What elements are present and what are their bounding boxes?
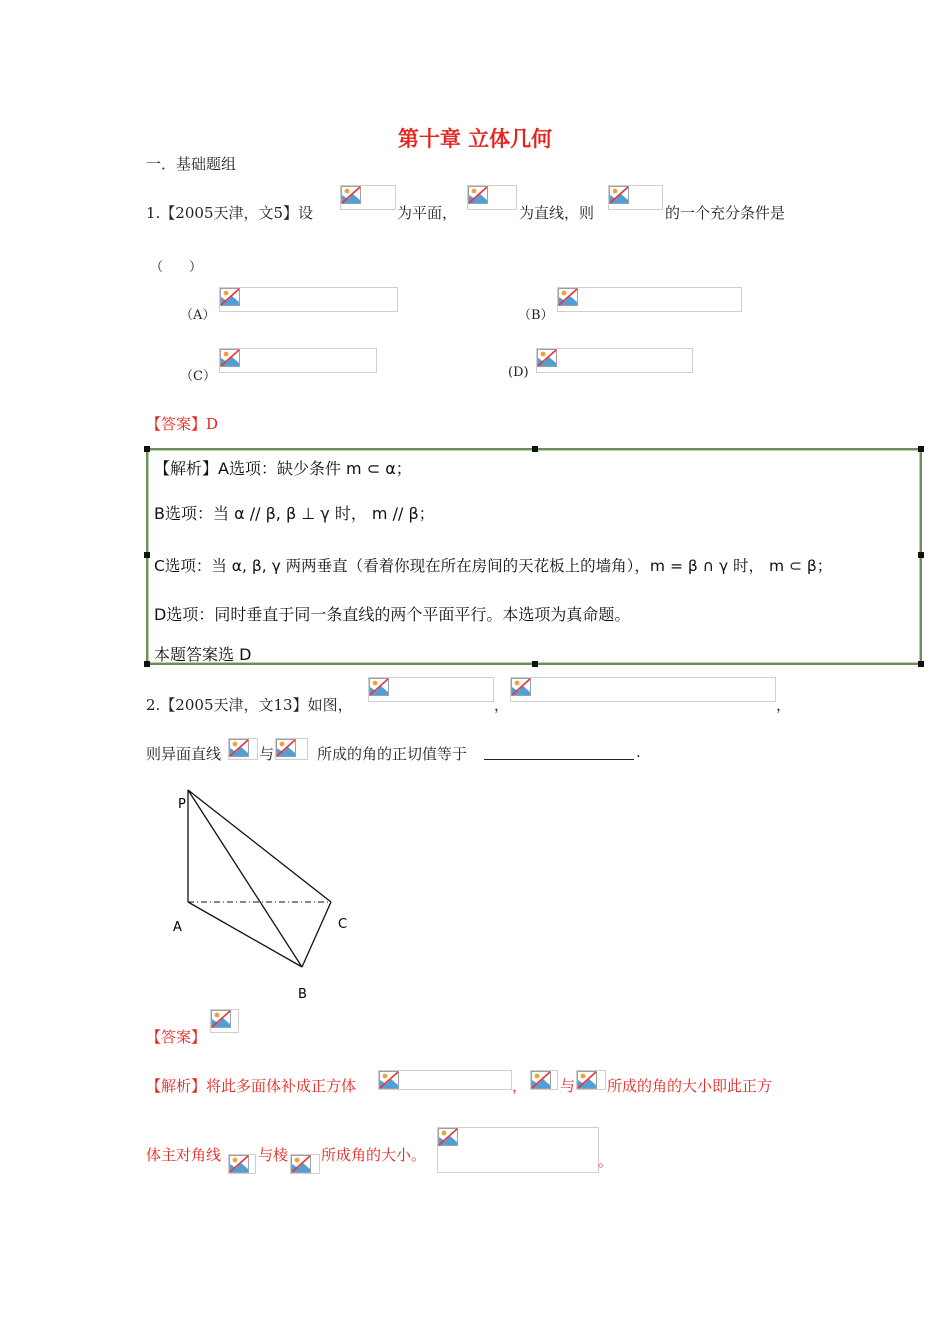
q1-stem-part2: 为平面， <box>397 204 458 222</box>
option-d-formula <box>536 348 693 373</box>
q2-analysis-comma: ， <box>512 1077 528 1095</box>
q2-comma: ， <box>776 696 792 714</box>
q2-comma: ， <box>494 696 510 714</box>
broken-image-icon <box>229 739 249 757</box>
option-c-label: （C） <box>180 369 216 384</box>
q2-analysis-part5: 所成角的大小。 <box>321 1146 427 1164</box>
formula-image <box>530 1070 558 1090</box>
resize-handle[interactable] <box>532 446 538 452</box>
option-a-label: （A） <box>180 308 216 323</box>
formula-image <box>510 677 776 702</box>
answer-blank <box>484 759 634 760</box>
q2-analysis-part3: 体主对角线 <box>146 1146 222 1164</box>
resize-handle[interactable] <box>918 552 924 558</box>
q1-answer: 【答案】D <box>146 415 219 433</box>
option-a-formula <box>219 287 398 312</box>
formula-image <box>437 1127 599 1173</box>
broken-image-icon <box>229 1155 249 1173</box>
broken-image-icon <box>531 1071 551 1089</box>
q2-stem-part2: 则异面直线 <box>146 745 222 763</box>
broken-image-icon <box>609 186 629 204</box>
analysis-line-5: 本题答案选 D <box>154 645 252 664</box>
broken-image-icon <box>537 349 557 367</box>
analysis-line-2: B选项：当 α // β, β ⊥ γ 时， m // β； <box>154 504 435 523</box>
analysis-box <box>146 448 922 665</box>
broken-image-icon <box>438 1128 458 1146</box>
formula-image <box>275 738 308 760</box>
resize-handle[interactable] <box>532 661 538 667</box>
q2-analysis-end: 。 <box>598 1152 614 1170</box>
q1-stem-part1: 1.【2005天津，文5】设 <box>146 204 314 222</box>
q2-analysis-part4: 与棱 <box>258 1146 289 1164</box>
vertex-label-a: A <box>173 920 182 935</box>
q2-answer: 【答案】 <box>146 1028 207 1046</box>
resize-handle[interactable] <box>144 661 150 667</box>
formula-image <box>228 1154 256 1174</box>
q2-analysis-part1: 【解析】将此多面体补成正方体 <box>146 1077 357 1095</box>
edge-pc <box>188 790 331 902</box>
formula-image <box>608 185 663 210</box>
analysis-line-1: 【解析】A选项：缺少条件 m ⊂ α； <box>154 459 412 478</box>
broken-image-icon <box>577 1071 597 1089</box>
resize-handle[interactable] <box>918 661 924 667</box>
q1-answer-paren: （ ） <box>150 260 203 275</box>
q2-stem-part3: 与 <box>259 745 275 763</box>
page-title: 第十章 立体几何 <box>397 127 553 151</box>
option-c-formula <box>219 348 377 373</box>
edge-ab <box>188 902 302 967</box>
edge-bc <box>302 902 331 967</box>
vertex-label-p: P <box>178 797 186 812</box>
broken-image-icon <box>369 678 389 696</box>
broken-image-icon <box>468 186 488 204</box>
analysis-line-3: C选项：当 α, β, γ 两两垂直（看着你现在所在房间的天花板上的墙角），m = β ∩ γ 时， m ⊂ β； <box>154 557 833 575</box>
tetrahedron-figure <box>160 780 380 1010</box>
formula-image <box>576 1070 606 1090</box>
section-heading: 一．基础题组 <box>146 155 237 173</box>
broken-image-icon <box>220 288 240 306</box>
option-b-formula <box>557 287 742 312</box>
vertex-label-b: B <box>298 987 307 1002</box>
broken-image-icon <box>558 288 578 306</box>
resize-handle[interactable] <box>144 446 150 452</box>
edge-pb <box>188 790 302 967</box>
q2-stem-part1: 2.【2005天津，文13】如图， <box>146 696 353 714</box>
analysis-line-4: D选项：同时垂直于同一条直线的两个平面平行。本选项为真命题。 <box>154 605 631 624</box>
broken-image-icon <box>211 1010 231 1028</box>
q1-stem-part4: 的一个充分条件是 <box>665 204 786 222</box>
option-b-label: （B） <box>518 308 554 323</box>
broken-image-icon <box>291 1155 311 1173</box>
formula-image <box>228 738 258 760</box>
broken-image-icon <box>276 739 296 757</box>
broken-image-icon <box>379 1071 399 1089</box>
formula-image <box>467 185 517 210</box>
answer-formula <box>210 1009 239 1033</box>
formula-image <box>378 1070 512 1090</box>
q2-analysis-part2: 所成的角的大小即此正方 <box>607 1077 773 1095</box>
broken-image-icon <box>511 678 531 696</box>
formula-image <box>290 1154 320 1174</box>
formula-image <box>340 185 396 210</box>
formula-image <box>368 677 494 702</box>
option-d-label: (D) <box>508 365 529 380</box>
resize-handle[interactable] <box>144 552 150 558</box>
resize-handle[interactable] <box>918 446 924 452</box>
q2-period: . <box>636 743 641 761</box>
q1-stem-part3: 为直线，则 <box>519 204 595 222</box>
q2-analysis-with: 与 <box>560 1077 576 1095</box>
q2-stem-part4: 所成的角的正切值等于 <box>317 745 468 763</box>
broken-image-icon <box>220 349 240 367</box>
vertex-label-c: C <box>338 917 348 932</box>
broken-image-icon <box>341 186 361 204</box>
